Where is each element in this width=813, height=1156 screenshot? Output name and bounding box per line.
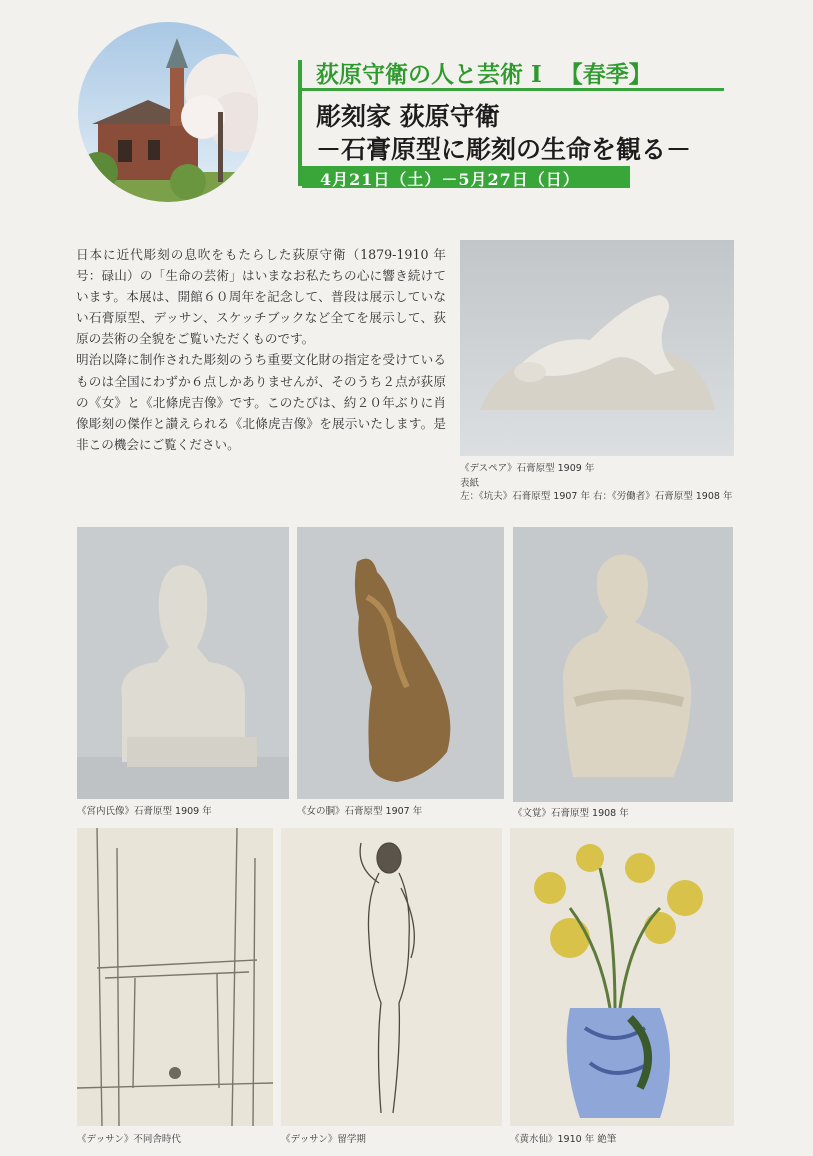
dessin-torii-photo xyxy=(77,828,273,1126)
intro-paragraph-1: 日本に近代彫刻の息吹をもたらした荻原守衛（1879-1910 年 号：碌山）の「生命の芸術」はいまなお私たちの心に響き続けています。本展は、開館６０周年を記念して、普段は展示していない石膏原型、デッサン、スケッチブックなど全てを展示して、荻原の芸術の全貌をご覧いただくものです。 xyxy=(76,247,446,347)
despair-sculpture-photo xyxy=(460,240,734,456)
exhibition-subtitle: －石膏原型に彫刻の生命を観る－ xyxy=(316,135,692,164)
date-bar xyxy=(302,166,630,188)
caption-despair: 《デスペア》石膏原型 1909 年 xyxy=(460,463,595,474)
caption-dessin-2: 《デッサン》留学期 xyxy=(281,1134,366,1145)
caption-torso: 《女の胴》石膏原型 1907 年 xyxy=(297,806,423,817)
dessin-nude-photo xyxy=(281,828,502,1126)
season-label: 【春季】 xyxy=(559,61,652,88)
intro-paragraph-2: 明治以降に制作された彫刻のうち重要文化財の指定を受けているものは全国にわずか６点しかありませんが、そのうち２点が荻原の《女》と《北條虎吉像》です。このたびは、約２０年ぶりに肖像彫刻の傑作と讃えられる《北條虎吉像》を展示いたします。是非この機会にご覧ください。 xyxy=(76,352,446,452)
museum-photo xyxy=(78,22,258,202)
caption-cover-label: 表紙 xyxy=(460,478,480,489)
caption-miyauchi: 《宮内氏像》石膏原型 1909 年 xyxy=(77,806,212,817)
miyauchi-bust-photo xyxy=(77,527,289,799)
exhibition-dates: 4月21日（土）－5月27日（日） xyxy=(320,170,580,189)
series-title xyxy=(316,56,652,89)
narcissus-painting-photo xyxy=(510,828,734,1126)
intro-text xyxy=(76,244,446,455)
caption-cover-detail: 左：《坑夫》石膏原型 1907 年 右：《労働者》石膏原型 1908 年 xyxy=(460,491,733,502)
caption-narcissus: 《黄水仙》1910 年 絶筆 xyxy=(510,1134,617,1145)
accent-underline xyxy=(302,88,724,91)
series-title-text: 荻原守衛の人と芸術 Ⅰ xyxy=(316,61,542,88)
torso-sculpture-photo xyxy=(297,527,504,799)
exhibition-title: 彫刻家 荻原守衛 xyxy=(316,102,500,131)
caption-bunkaku: 《文覚》石膏原型 1908 年 xyxy=(513,808,629,819)
bunkaku-sculpture-photo xyxy=(513,527,733,802)
caption-dessin-1: 《デッサン》不同舎時代 xyxy=(77,1134,181,1145)
